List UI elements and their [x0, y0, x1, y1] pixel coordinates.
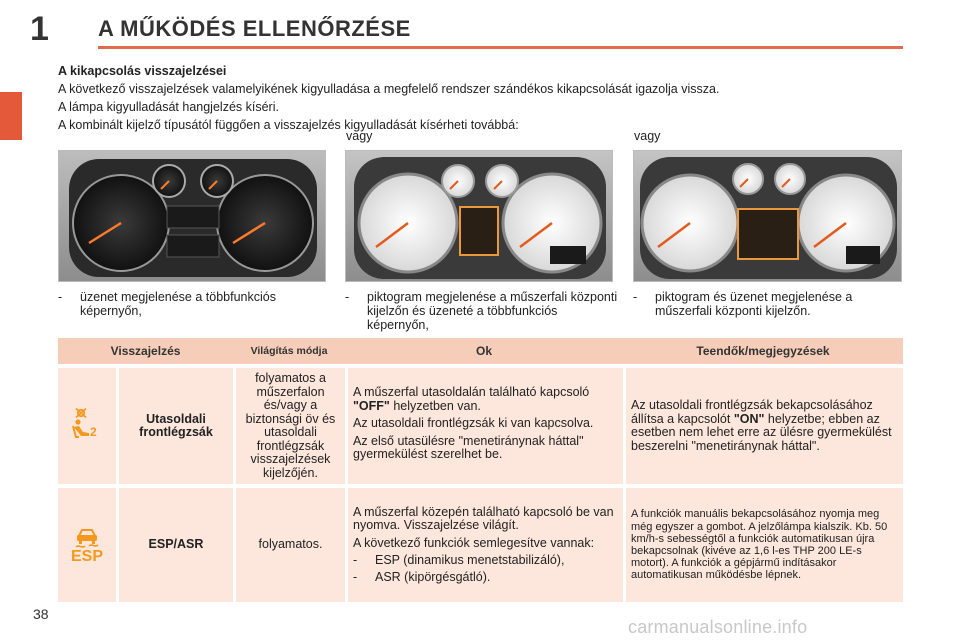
intro-line-1: A következő visszajelzések valamelyikének kigyulladása a megfelelő rendszer szándékos kikapcsolását igazolja vissza.: [58, 82, 720, 96]
caption-dash: -: [58, 290, 63, 304]
watermark: carmanualsonline.info: [628, 617, 808, 637]
cluster-image-3: [633, 150, 902, 282]
switch-state-on: "ON": [733, 411, 765, 426]
column-header-action: Teendők/megjegyzések: [696, 344, 830, 358]
lamp-icon-cell: [58, 368, 116, 484]
caption-text: üzenet megjelenése a többfunkciós képernyőn,: [80, 290, 276, 318]
cluster-image-2: [345, 150, 613, 282]
caption-2: [345, 290, 620, 332]
intro-text: [58, 62, 918, 134]
caption-dash: -: [633, 290, 638, 304]
caption-1: [58, 290, 333, 318]
cause-paragraph: Az első utasülésre "menetiránynak háttal" gyermekülést szerelhet be.: [353, 433, 584, 462]
lighting-mode: folyamatos.: [258, 537, 323, 552]
caption-dash: -: [345, 290, 350, 304]
caption-3: [633, 290, 908, 318]
table-row: [58, 488, 903, 602]
esp-icon-label: ESP: [70, 548, 103, 565]
cause-paragraph: A műszerfal utasoldalán található kapcsoló "OFF" helyzetben van.: [353, 385, 590, 413]
svg-text:2: 2: [90, 425, 97, 440]
cause-cell: [348, 368, 623, 484]
intro-line-3: A kombinált kijelző típusától függően a visszajelzés kigyulladását kísérheti továbbá:: [58, 118, 519, 132]
action-cell: [626, 488, 903, 602]
action-cell: [626, 368, 903, 484]
lighting-mode: folyamatos a műszerfalon és/vagy a biztonsági öv és utasoldali frontlégzsák visszajelzések kijelzőjén.: [245, 371, 336, 480]
intro-line-2: A lámpa kigyulladását hangjelzés kíséri.: [58, 100, 279, 114]
column-header-mode: Világítás módja: [250, 345, 328, 357]
action-paragraph: Az utasoldali frontlégzsák bekapcsolásához állítsa a kapcsolót "ON" helyzetbe; ebben az esetben nem lehet erre az ülésre gyermekülést beszerelni "menetiránynak háttal".: [631, 398, 892, 453]
esp-off-icon: [70, 525, 104, 565]
table-row: [58, 368, 903, 484]
page-number: 38: [33, 606, 49, 622]
section-heading: A kikapcsolás visszajelzései: [58, 64, 227, 78]
page-title: A MŰKÖDÉS ELLENŐRZÉSE: [98, 16, 411, 41]
lamp-name: Utasoldali frontlégzsák: [139, 411, 213, 439]
caption-text: piktogram és üzenet megjelenése a műszerfali központi kijelzőn.: [655, 290, 853, 318]
chapter-number: 1: [30, 10, 49, 48]
list-item: - ESP (dinamikus menetstabilizáló),: [353, 553, 565, 568]
chapter-side-tab: [0, 92, 22, 140]
list-item: - ASR (kipörgésgátló).: [353, 569, 491, 584]
caption-text: piktogram megjelenése a műszerfali központi kijelzőn és üzeneté a többfunkciós képernyőn,: [367, 290, 618, 332]
cause-paragraph: A következő funkciók semlegesítve vannak:: [353, 535, 595, 550]
header-rule: [98, 46, 903, 49]
action-paragraph: A funkciók manuális bekapcsolásához nyomja meg még egyszer a gombot. A jelzőlámpa kialszik. Kb. 50 km/h-s sebességtől a funkciók automatikusan újra bekapcsolnak (kivéve az 1,6 l-es THP 200 LE-s motort). A funkciók a gépjármű indításakor automatikusan működésbe lépnek.: [631, 508, 888, 582]
table-header: [58, 338, 903, 364]
column-header-lamp: Visszajelzés: [110, 344, 181, 358]
or-label-1: vagy: [346, 129, 373, 143]
cause-paragraph: A műszerfal közepén található kapcsoló be van nyomva. Visszajelzése világít.: [353, 504, 614, 533]
cause-cell: [348, 488, 623, 602]
cluster-image-1: [58, 150, 326, 282]
airbag-off-icon: [70, 407, 104, 445]
lamp-name: ESP/ASR: [148, 537, 204, 552]
switch-state-off: "OFF": [353, 398, 390, 413]
or-label-2: vagy: [634, 129, 661, 143]
column-header-cause: Ok: [475, 344, 492, 358]
cause-paragraph: Az utasoldali frontlégzsák ki van kapcsolva.: [353, 416, 594, 431]
lamp-icon-cell: [58, 488, 116, 602]
